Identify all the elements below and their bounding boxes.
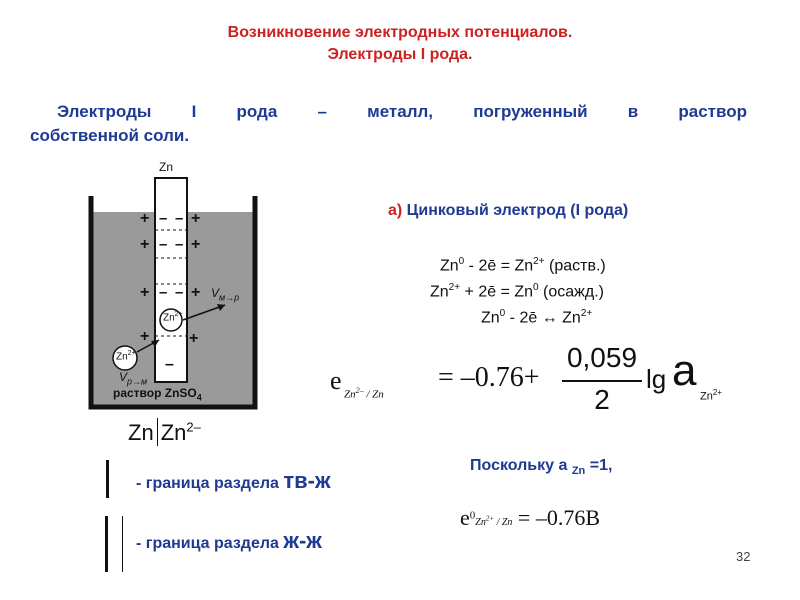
zinc-rod	[155, 178, 187, 382]
page-number: 32	[736, 549, 751, 564]
notation-metal: Zn	[128, 420, 154, 445]
reaction-deposition: $Zn^{2+}$ + 2ē = $Zn^0$ (осажд.)	[430, 282, 604, 301]
minus-sign: –	[159, 236, 168, 253]
fraction-denominator: 2	[594, 384, 610, 415]
definition-line-1: Электроды I рода – металл, погруженный в раствор	[57, 102, 747, 121]
liquid-boundary-line-2	[122, 516, 123, 572]
notation-ion: Zn	[160, 420, 187, 445]
nernst-equation	[330, 340, 750, 420]
label-zn-top: Zn	[159, 160, 174, 174]
minus-sign: –	[175, 210, 184, 227]
plus-sign: +	[140, 284, 150, 301]
notation-ion-charge: 2–	[186, 419, 201, 435]
plus-sign: +	[191, 236, 201, 253]
standard-potential: $e^0Zn^{2+} / Zn = -0.76B$	[460, 505, 600, 530]
fraction-numerator: 0,059	[566, 342, 638, 373]
plus-sign: +	[189, 330, 199, 347]
plus-sign: +	[191, 210, 201, 227]
minus-sign: –	[175, 284, 184, 301]
reaction-dissolution: Zn$^0$ - 2ē = $Zn^{2+}$ (раств.)	[440, 256, 606, 275]
fraction-bar	[562, 380, 642, 382]
liquid-boundary-line-1	[105, 516, 108, 572]
activity-symbol: a	[672, 346, 697, 395]
title-line-1: Возникновение электродных потенциалов.	[227, 24, 573, 41]
minus-sign: –	[159, 210, 168, 227]
ion-label-inside: $Zn^{2+}$	[163, 311, 183, 324]
phase-boundary-line	[157, 418, 158, 446]
section-a-prefix: а)	[388, 202, 403, 219]
section-a-text: Цинковый электрод (I рода)	[402, 202, 629, 219]
title-line-2: Электроды I рода.	[327, 46, 473, 63]
electrode-diagram	[85, 160, 265, 412]
ion-label-solution: $Zn^{2+}$	[116, 350, 136, 363]
velocity-metal-to-solution: $V_{м\to р}$	[211, 286, 240, 303]
electrode-notation	[128, 418, 201, 446]
log-symbol: lg	[646, 364, 667, 394]
section-a-heading	[388, 202, 628, 220]
plus-sign: +	[140, 236, 150, 253]
minus-sign: –	[175, 236, 184, 253]
plus-sign: +	[191, 284, 201, 301]
plus-sign: +	[140, 210, 150, 227]
definition-line-2: собственной соли.	[30, 126, 190, 145]
minus-sign: –	[165, 356, 174, 373]
reaction-equilibrium: Zn$^0$ - 2ē ↔ $Zn^{2+}$	[481, 308, 593, 327]
activity-condition: Поскольку a $_{Zn}$ =1,	[470, 457, 613, 478]
slide-title	[0, 22, 800, 66]
velocity-solution-to-metal: $V_{р\to м}$	[119, 370, 148, 387]
solution-label: раствор ZnSO$_4$	[113, 386, 202, 403]
minus-sign: –	[159, 284, 168, 301]
liquid-liquid-legend: - граница раздела ж-ж	[136, 528, 322, 553]
potential-subscript: $Zn^{2-}$ / Zn	[344, 386, 384, 401]
definition-text	[30, 100, 747, 148]
solid-liquid-legend: - граница раздела тв-ж	[136, 468, 331, 493]
potential-symbol: e	[330, 366, 342, 395]
solid-boundary-line	[106, 460, 109, 498]
nernst-constant: = –0.76+	[438, 362, 540, 393]
activity-subscript: $Zn^{2+}$	[700, 388, 722, 403]
plus-sign: +	[140, 328, 150, 345]
